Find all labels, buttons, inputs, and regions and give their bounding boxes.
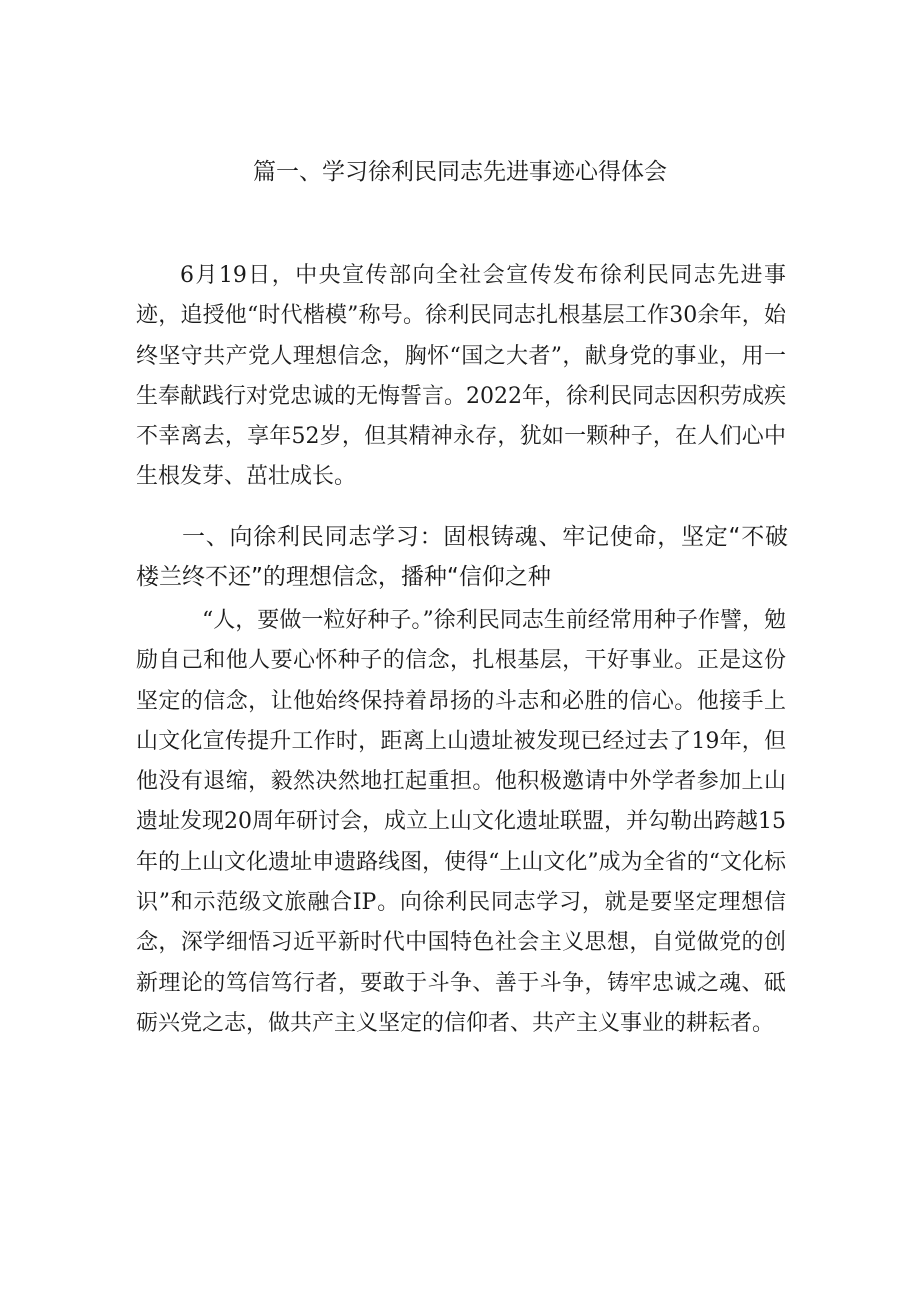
paragraph-intro: 6月19日，中央宣传部向全社会宣传发布徐利民同志先进事迹，追授他“时代楷模”称号。徐利民同志扎根基层工作30余年，始终坚守共产党人理想信念，胸怀“国之大者”，献身党的事业，用一生奉献践行对党忠诚的无悔誓言。2022年，徐利民同志因积劳成疾不幸离去，享年52岁，但其精神永存，犹如一颗种子，在人们心中生根发芽、茁壮成长。 bbox=[136, 263, 786, 490]
paragraph-section-1: “人，要做一粒好种子。”徐利民同志生前经常用种子作譬，勉励自己和他人要心怀种子的信念，扎根基层，干好事业。正是这份坚定的信念，让他始终保持着昂扬的斗志和必胜的信心。他接手上山文化宣传提升工作时，距离上山遗址被发现已经过去了19年，但他没有退缩，毅然决然地扛起重担。他积极邀请中外学者参加上山遗址发现20周年研讨会，成立上山文化遗址联盟，并勾勒出跨越15年的上山文化遗址申遗路线图，使得“上山文化”成为全省的“文化标识”和示范级文旅融合IP。向徐利民同志学习，就是要坚定理想信念，深学细悟习近平新时代中国特色社会主义思想，自觉做党的创新理论的笃信笃行者，要敢于斗争、善于斗争，铸牢忠诚之魂、砥砺兴党之志，做共产主义坚定的信仰者、共产主义事业的耕耘者。 bbox=[136, 608, 786, 1036]
section-heading-1: 一、向徐利民同志学习：固根铸魂、牢记使命，坚定“不破楼兰终不还”的理想信念，播种“信仰之种 bbox=[136, 524, 788, 590]
document-title: 篇一、学习徐利民同志先进事迹心得体会 bbox=[253, 159, 667, 185]
